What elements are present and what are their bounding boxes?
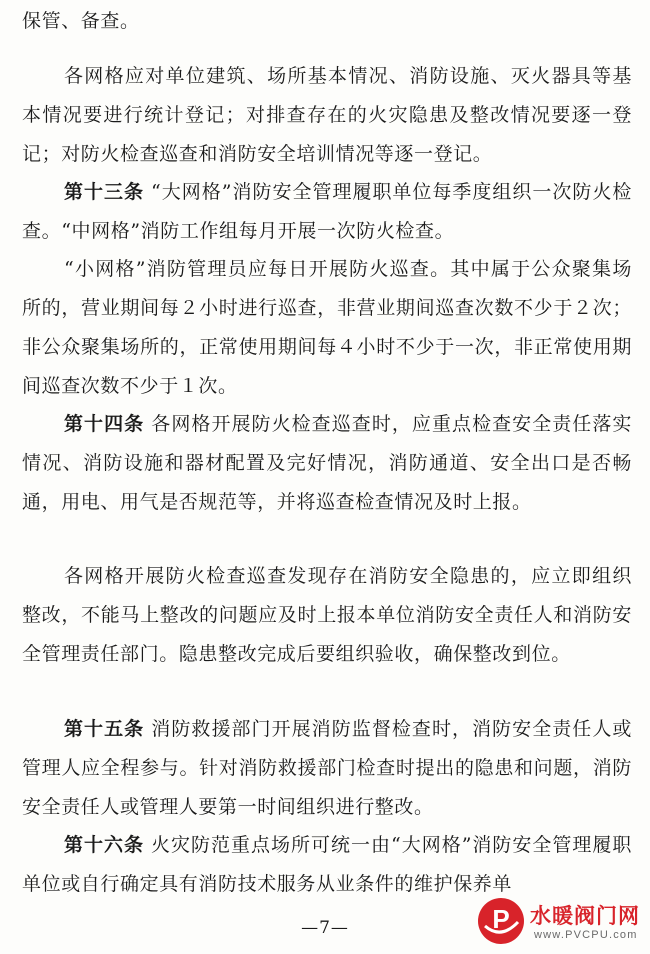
watermark-site-name: 水暖阀门网 xyxy=(530,904,640,928)
paragraph-2 xyxy=(22,57,632,174)
article-15 xyxy=(22,710,632,827)
logo-letter: P xyxy=(492,904,510,934)
paragraph-6 xyxy=(22,557,632,674)
article-title: 第十四条 xyxy=(64,413,145,435)
paragraph-4 xyxy=(22,250,632,406)
pv-logo-icon xyxy=(476,896,526,946)
paragraph-text: 消防救援部门开展消防监督检查时，消防安全责任人或管理人应全程参与。针对消防救援部门检查时提出的隐患和问题，消防安全责任人或管理人要第一时间组织进行整改。 xyxy=(22,718,633,818)
article-16 xyxy=(22,826,632,904)
paragraph-text: 火灾防范重点场所可统一由“大网格”消防安全管理履职单位或自行确定具有消防技术服务从业条件的维护保养单 xyxy=(22,834,633,895)
paragraph-text: 保管、备查。 xyxy=(22,10,140,32)
article-14 xyxy=(22,405,632,522)
article-13 xyxy=(22,173,632,251)
article-title: 第十三条 xyxy=(64,181,144,203)
watermark-url: www.PVCPU.com xyxy=(534,929,638,941)
paragraph-1 xyxy=(22,2,632,41)
paragraph-text: “小网格”消防管理员应每日开展防火巡查。其中属于公众聚集场所的，营业期间每２小时进行巡查，非营业期间巡查次数不少于２次；非公众聚集场所的，正常使用期间每４小时不少于一次，非正常使用期间巡查次数不少于１次。 xyxy=(22,258,632,397)
site-watermark xyxy=(476,896,646,950)
paragraph-text: “大网格”消防安全管理履职单位每季度组织一次防火检查。“中网格”消防工作组每月开展一次防火检查。 xyxy=(22,181,633,242)
paragraph-text: 各网格开展防火检查巡查时，应重点检查安全责任落实情况、消防设施和器材配置及完好情况，消防通道、安全出口是否畅通，用电、用气是否规范等，并将巡查检查情况及时上报。 xyxy=(22,413,633,513)
page-number: —7— xyxy=(301,918,349,938)
paragraph-text: 各网格开展防火检查巡查发现存在消防安全隐患的，应立即组织整改，不能马上整改的问题应及时上报本单位消防安全责任人和消防安全管理责任部门。隐患整改完成后要组织验收，确保整改到位。 xyxy=(22,565,632,665)
paragraph-text: 各网格应对单位建筑、场所基本情况、消防设施、灭火器具等基本情况要进行统计登记；对排查存在的火灾隐患及整改情况要逐一登记；对防火检查巡查和消防安全培训情况等逐一登记。 xyxy=(22,65,632,165)
article-title: 第十五条 xyxy=(64,718,145,740)
article-title: 第十六条 xyxy=(64,834,144,856)
